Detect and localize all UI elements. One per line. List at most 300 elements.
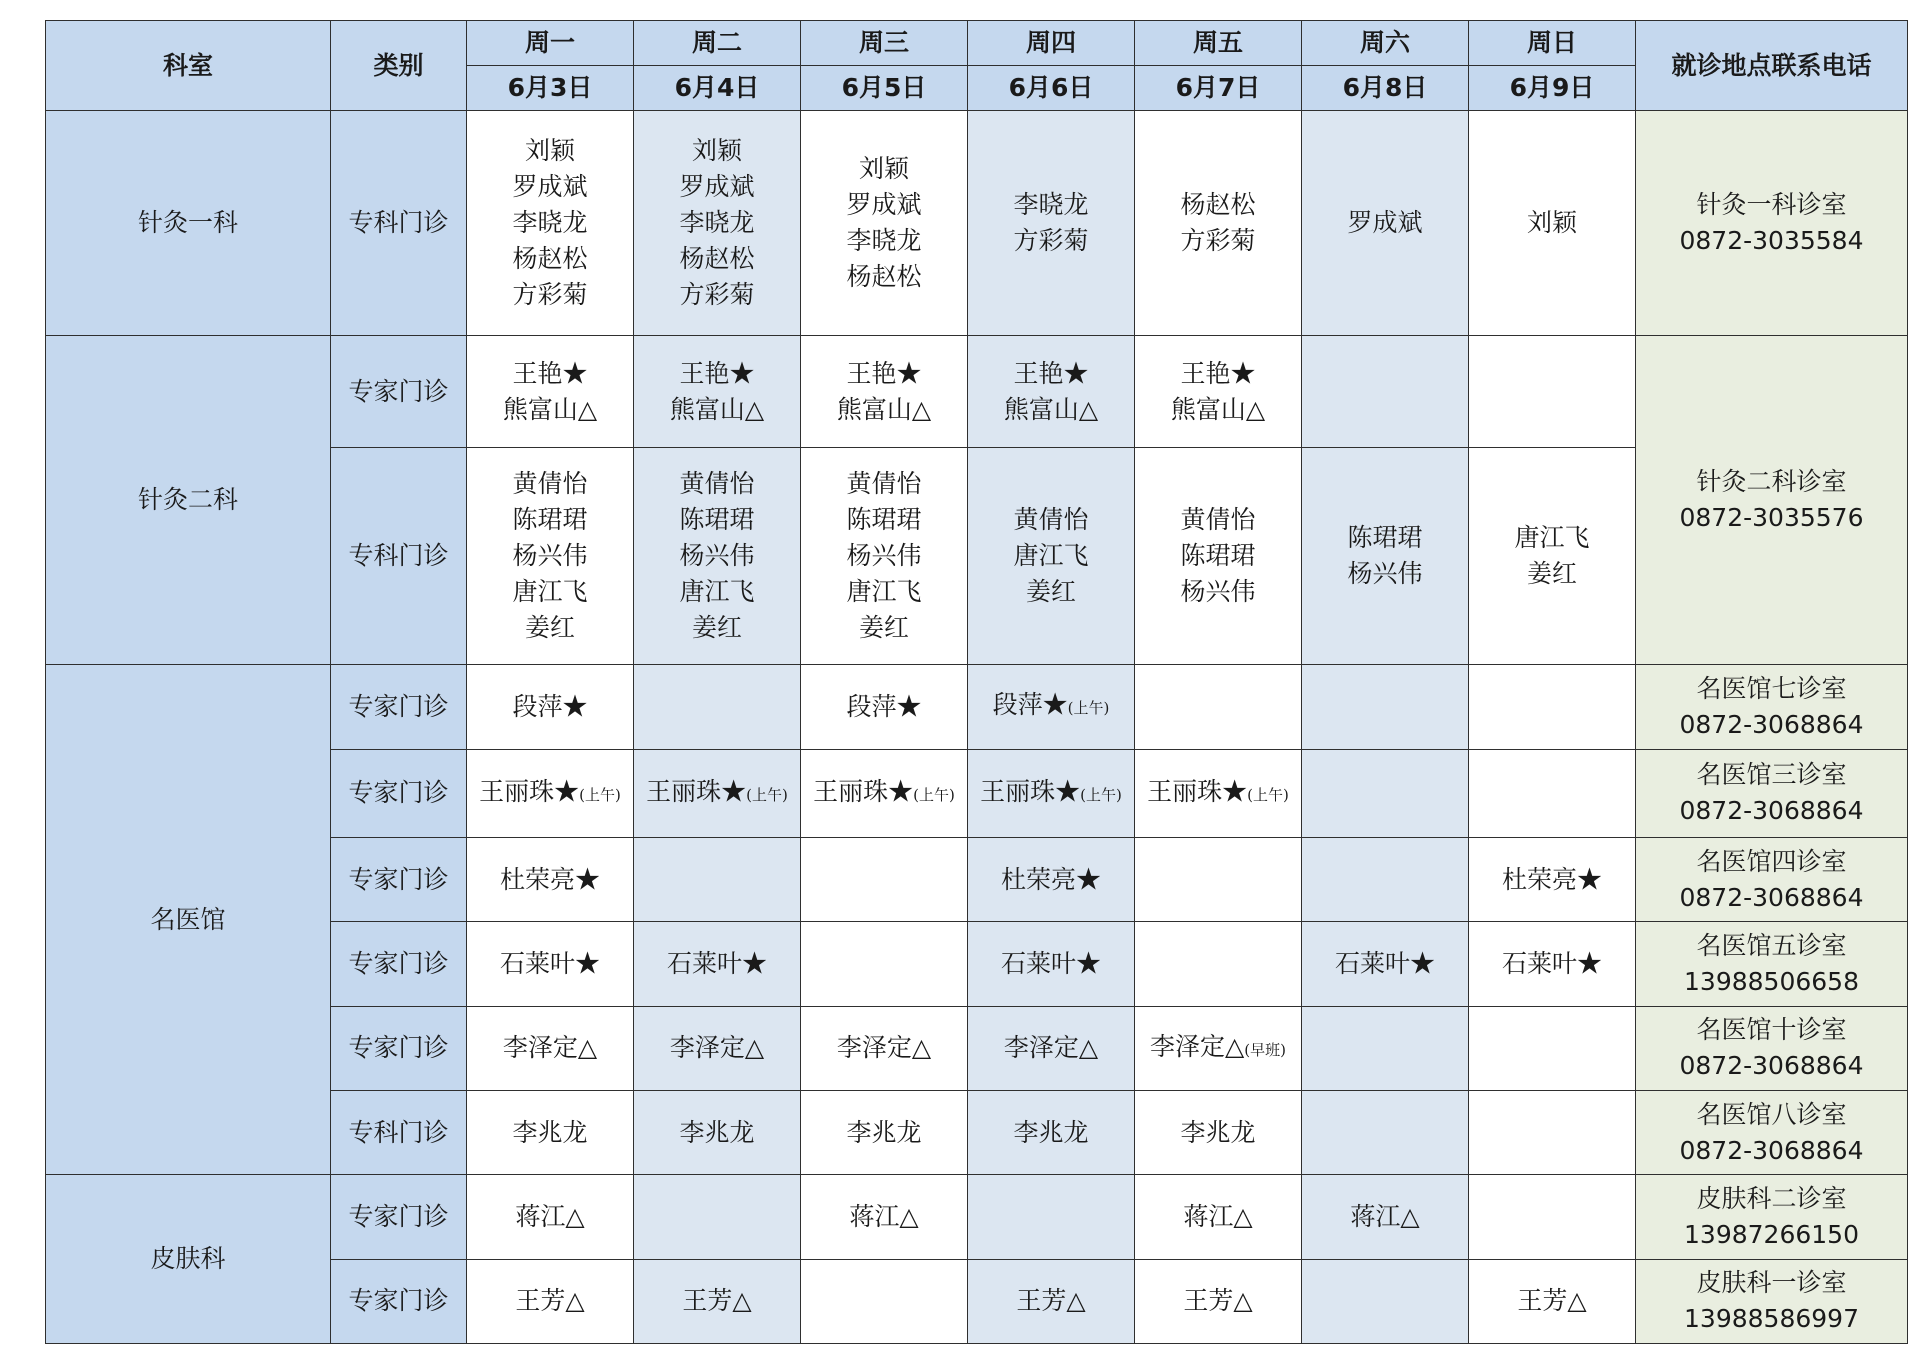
schedule-cell: [467, 837, 634, 921]
doctor-entry: [1135, 538, 1301, 574]
doctor-entry: [968, 687, 1134, 726]
clinic-room: 针灸一科诊室: [1696, 189, 1847, 219]
schedule-cell: [634, 1090, 801, 1174]
schedule-cell: [1135, 922, 1302, 1006]
table-row: [46, 111, 1908, 336]
doctor-name: 熊富山△: [1003, 394, 1099, 424]
doctor-name: 唐江飞: [679, 577, 755, 607]
doctor-entry: [968, 946, 1134, 982]
contact-phone: 13988586997: [1684, 1304, 1859, 1334]
schedule-cell: [467, 1090, 634, 1174]
doctor-entry: [467, 241, 633, 277]
schedule-cell: [634, 335, 801, 447]
schedule-cell: [634, 1259, 801, 1343]
doctor-name: 方彩菊: [1013, 225, 1089, 255]
doctor-entry: [801, 392, 967, 428]
doctor-name: 姜红: [1025, 577, 1076, 607]
schedule-cell: [1302, 1090, 1469, 1174]
doctor-entry: [467, 610, 633, 646]
doctor-name: 熊富山△: [502, 394, 598, 424]
schedule-cell: [634, 1175, 801, 1259]
schedule-cell: [634, 922, 801, 1006]
schedule-cell: [1135, 335, 1302, 447]
location-cell: [1636, 922, 1908, 1006]
doctor-entry: [1469, 862, 1635, 898]
doctor-name: 方彩菊: [512, 279, 588, 309]
header-date: 6月7日: [1135, 66, 1302, 111]
doctor-name: 王丽珠★: [813, 776, 914, 806]
doctor-name: 杜荣亮★: [1501, 864, 1602, 894]
contact-phone: 0872-3068864: [1679, 882, 1864, 912]
table-row: [46, 665, 1908, 749]
session-note: (上午): [1067, 699, 1110, 718]
doctor-name: 唐江飞: [846, 577, 922, 607]
schedule-cell: [467, 749, 634, 837]
schedule-cell: [1135, 111, 1302, 336]
doctor-name: 王芳△: [1183, 1286, 1253, 1316]
doctor-name: 王艳★: [846, 358, 922, 388]
location-cell: [1636, 665, 1908, 749]
schedule-cell: [801, 1259, 968, 1343]
location-cell: [1636, 335, 1908, 664]
schedule-cell: [467, 448, 634, 665]
schedule-cell: [968, 837, 1135, 921]
doctor-entry: [968, 223, 1134, 259]
doctor-entry: [1135, 223, 1301, 259]
doctor-entry: [801, 466, 967, 502]
header-location: 就诊地点联系电话: [1636, 21, 1908, 111]
schedule-cell: [467, 1006, 634, 1090]
doctor-entry: [1135, 502, 1301, 538]
dept-cell: 针灸二科: [46, 335, 331, 664]
doctor-name: 方彩菊: [679, 279, 755, 309]
schedule-cell: [1302, 1259, 1469, 1343]
location-cell: [1636, 837, 1908, 921]
schedule-cell: [634, 749, 801, 837]
schedule-cell: [1302, 837, 1469, 921]
header-day: 周日: [1469, 21, 1636, 66]
doctor-entry: [1469, 205, 1635, 241]
doctor-name: 杜荣亮★: [1000, 864, 1101, 894]
doctor-entry: [634, 1115, 800, 1151]
doctor-entry: [467, 133, 633, 169]
doctor-entry: [1135, 1029, 1301, 1068]
category-cell: 专科门诊: [331, 448, 467, 665]
doctor-entry: [801, 223, 967, 259]
schedule-cell: [1135, 1259, 1302, 1343]
schedule-cell: [968, 1006, 1135, 1090]
contact-phone: 13988506658: [1684, 966, 1859, 996]
doctor-name: 李泽定△: [669, 1033, 765, 1063]
dept-cell: 针灸一科: [46, 111, 331, 336]
doctor-name: 王芳△: [682, 1286, 752, 1316]
category-cell: 专家门诊: [331, 837, 467, 921]
contact-phone: 0872-3035576: [1679, 503, 1864, 533]
schedule-cell: [1302, 922, 1469, 1006]
doctor-entry: [801, 187, 967, 223]
doctor-name: 姜红: [691, 613, 742, 643]
doctor-entry: [467, 862, 633, 898]
schedule-table: [45, 20, 1908, 1344]
doctor-name: 姜红: [858, 613, 909, 643]
schedule-cell: [968, 1090, 1135, 1174]
schedule-cell: [1469, 665, 1636, 749]
doctor-name: 唐江飞: [1013, 541, 1089, 571]
doctor-name: 王芳△: [515, 1286, 585, 1316]
header-day: 周二: [634, 21, 801, 66]
doctor-name: 蒋江△: [849, 1201, 919, 1231]
category-cell: 专家门诊: [331, 665, 467, 749]
doctor-entry: [801, 151, 967, 187]
doctor-entry: [968, 774, 1134, 813]
header-day: 周六: [1302, 21, 1469, 66]
dept-cell: 皮肤科: [46, 1175, 331, 1344]
doctor-entry: [1302, 205, 1468, 241]
header-day: 周一: [467, 21, 634, 66]
header-date: 6月8日: [1302, 66, 1469, 111]
doctor-entry: [467, 392, 633, 428]
schedule-cell: [801, 837, 968, 921]
schedule-cell: [1469, 448, 1636, 665]
doctor-entry: [634, 241, 800, 277]
schedule-cell: [968, 448, 1135, 665]
schedule-cell: [467, 335, 634, 447]
schedule-cell: [968, 1259, 1135, 1343]
category-cell: 专家门诊: [331, 335, 467, 447]
schedule-cell: [801, 665, 968, 749]
doctor-name: 陈珺珺: [1180, 541, 1256, 571]
session-note: (上午): [1080, 785, 1122, 804]
doctor-entry: [1469, 520, 1635, 556]
clinic-room: 名医馆四诊室: [1696, 846, 1847, 876]
doctor-name: 石莱叶★: [1334, 948, 1435, 978]
schedule-cell: [1302, 1175, 1469, 1259]
doctor-entry: [1302, 520, 1468, 556]
schedule-cell: [634, 1006, 801, 1090]
doctor-name: 罗成斌: [679, 171, 755, 201]
category-cell: 专家门诊: [331, 1006, 467, 1090]
schedule-cell: [1302, 749, 1469, 837]
doctor-name: 杨赵松: [512, 243, 588, 273]
schedule-cell: [1135, 1175, 1302, 1259]
doctor-entry: [467, 1283, 633, 1319]
schedule-cell: [1302, 111, 1469, 336]
doctor-entry: [801, 538, 967, 574]
doctor-name: 王艳★: [1180, 358, 1256, 388]
schedule-cell: [1302, 1006, 1469, 1090]
header-day: 周五: [1135, 21, 1302, 66]
contact-phone: 0872-3068864: [1679, 1051, 1864, 1081]
header-dept: 科室: [46, 21, 331, 111]
doctor-entry: [801, 1115, 967, 1151]
schedule-cell: [467, 665, 634, 749]
doctor-entry: [1135, 1199, 1301, 1235]
doctor-entry: [467, 774, 633, 813]
contact-phone: 0872-3068864: [1679, 709, 1864, 739]
schedule-cell: [634, 837, 801, 921]
doctor-entry: [634, 502, 800, 538]
category-cell: 专家门诊: [331, 922, 467, 1006]
category-cell: 专科门诊: [331, 1090, 467, 1174]
doctor-entry: [634, 1030, 800, 1066]
header-date: 6月3日: [467, 66, 634, 111]
contact-phone: 0872-3068864: [1679, 1135, 1864, 1165]
category-cell: 专家门诊: [331, 1259, 467, 1343]
table-row: [46, 335, 1908, 447]
doctor-entry: [634, 356, 800, 392]
schedule-cell: [1135, 749, 1302, 837]
schedule-cell: [801, 335, 968, 447]
schedule-cell: [968, 1175, 1135, 1259]
doctor-entry: [968, 574, 1134, 610]
doctor-name: 王丽珠★: [980, 776, 1081, 806]
doctor-entry: [1469, 1283, 1635, 1319]
session-note: (上午): [579, 785, 621, 804]
doctor-name: 王芳△: [1517, 1286, 1587, 1316]
doctor-name: 刘颖: [1526, 207, 1577, 237]
schedule-cell: [1302, 448, 1469, 665]
doctor-name: 段萍★: [846, 691, 922, 721]
doctor-name: 杨兴伟: [1180, 577, 1256, 607]
doctor-name: 罗成斌: [512, 171, 588, 201]
doctor-name: 王芳△: [1016, 1286, 1086, 1316]
doctor-name: 蒋江△: [1350, 1201, 1420, 1231]
doctor-name: 刘颖: [858, 153, 909, 183]
doctor-entry: [467, 277, 633, 313]
schedule-cell: [467, 922, 634, 1006]
doctor-name: 黄倩怡: [846, 469, 922, 499]
doctor-entry: [467, 169, 633, 205]
location-cell: [1636, 749, 1908, 837]
doctor-entry: [1469, 946, 1635, 982]
doctor-entry: [801, 689, 967, 725]
doctor-entry: [467, 466, 633, 502]
schedule-cell: [1469, 1090, 1636, 1174]
doctor-name: 熊富山△: [836, 394, 932, 424]
doctor-entry: [634, 610, 800, 646]
doctor-name: 黄倩怡: [679, 469, 755, 499]
clinic-room: 针灸二科诊室: [1696, 467, 1847, 497]
schedule-cell: [801, 922, 968, 1006]
doctor-name: 段萍★: [992, 690, 1068, 720]
doctor-name: 王丽珠★: [479, 776, 580, 806]
doctor-entry: [968, 1283, 1134, 1319]
doctor-entry: [1135, 1115, 1301, 1151]
doctor-entry: [467, 205, 633, 241]
schedule-cell: [1302, 665, 1469, 749]
doctor-entry: [634, 277, 800, 313]
doctor-entry: [968, 1030, 1134, 1066]
doctor-name: 姜红: [524, 613, 575, 643]
doctor-name: 李晓龙: [846, 225, 922, 255]
location-cell: [1636, 1006, 1908, 1090]
schedule-cell: [467, 1259, 634, 1343]
schedule-cell: [801, 1175, 968, 1259]
location-cell: [1636, 1090, 1908, 1174]
session-note: (早班): [1244, 1040, 1286, 1059]
doctor-entry: [801, 774, 967, 813]
doctor-entry: [968, 538, 1134, 574]
doctor-name: 李兆龙: [679, 1117, 755, 1147]
doctor-entry: [467, 1030, 633, 1066]
doctor-name: 罗成斌: [846, 189, 922, 219]
header-date: 6月6日: [968, 66, 1135, 111]
doctor-entry: [634, 946, 800, 982]
doctor-name: 段萍★: [512, 691, 588, 721]
location-cell: [1636, 1175, 1908, 1259]
schedule-cell: [801, 111, 968, 336]
header-day: 周三: [801, 21, 968, 66]
doctor-name: 蒋江△: [1183, 1201, 1253, 1231]
doctor-entry: [467, 1115, 633, 1151]
schedule-cell: [968, 749, 1135, 837]
doctor-name: 黄倩怡: [1180, 505, 1256, 535]
doctor-name: 李泽定△: [502, 1033, 598, 1063]
doctor-name: 石莱叶★: [666, 948, 767, 978]
clinic-room: 名医馆三诊室: [1696, 760, 1847, 790]
doctor-entry: [801, 574, 967, 610]
schedule-cell: [634, 665, 801, 749]
schedule-cell: [801, 749, 968, 837]
header-date: 6月5日: [801, 66, 968, 111]
doctor-name: 王艳★: [1013, 358, 1089, 388]
doctor-name: 王丽珠★: [646, 776, 747, 806]
doctor-entry: [634, 169, 800, 205]
doctor-entry: [801, 502, 967, 538]
schedule-cell: [968, 665, 1135, 749]
schedule-cell: [1469, 335, 1636, 447]
header-category: 类别: [331, 21, 467, 111]
doctor-entry: [801, 1030, 967, 1066]
doctor-name: 李兆龙: [1013, 1117, 1089, 1147]
schedule-cell: [467, 1175, 634, 1259]
doctor-entry: [634, 774, 800, 813]
doctor-entry: [801, 1199, 967, 1235]
doctor-name: 王丽珠★: [1147, 776, 1248, 806]
header-date: 6月9日: [1469, 66, 1636, 111]
doctor-name: 李泽定△: [1150, 1031, 1245, 1061]
clinic-room: 皮肤科一诊室: [1696, 1268, 1847, 1298]
doctor-entry: [1135, 1283, 1301, 1319]
schedule-cell: [1135, 1006, 1302, 1090]
doctor-entry: [634, 392, 800, 428]
doctor-name: 李晓龙: [512, 207, 588, 237]
schedule-cell: [968, 335, 1135, 447]
doctor-entry: [968, 356, 1134, 392]
doctor-name: 熊富山△: [1170, 394, 1266, 424]
doctor-name: 杨兴伟: [1347, 559, 1423, 589]
doctor-entry: [467, 502, 633, 538]
clinic-room: 名医馆八诊室: [1696, 1099, 1847, 1129]
doctor-name: 黄倩怡: [1013, 505, 1089, 535]
header-date: 6月4日: [634, 66, 801, 111]
doctor-entry: [1302, 946, 1468, 982]
doctor-entry: [1135, 356, 1301, 392]
doctor-name: 陈珺珺: [679, 505, 755, 535]
doctor-entry: [1302, 1199, 1468, 1235]
schedule-cell: [1469, 1175, 1636, 1259]
doctor-name: 李晓龙: [1013, 189, 1089, 219]
doctor-entry: [1135, 774, 1301, 813]
clinic-room: 皮肤科二诊室: [1696, 1183, 1847, 1213]
doctor-name: 熊富山△: [669, 394, 765, 424]
schedule-cell: [1469, 837, 1636, 921]
contact-phone: 0872-3068864: [1679, 796, 1864, 826]
doctor-name: 李兆龙: [1180, 1117, 1256, 1147]
doctor-entry: [801, 259, 967, 295]
schedule-cell: [634, 448, 801, 665]
schedule-cell: [467, 111, 634, 336]
doctor-entry: [968, 502, 1134, 538]
location-cell: [1636, 1259, 1908, 1343]
doctor-entry: [1135, 187, 1301, 223]
doctor-entry: [968, 862, 1134, 898]
doctor-name: 杨赵松: [1180, 189, 1256, 219]
doctor-entry: [467, 946, 633, 982]
doctor-name: 蒋江△: [515, 1201, 585, 1231]
doctor-entry: [467, 356, 633, 392]
doctor-name: 黄倩怡: [512, 469, 588, 499]
doctor-name: 唐江飞: [1514, 523, 1590, 553]
schedule-cell: [1135, 665, 1302, 749]
schedule-cell: [1135, 1090, 1302, 1174]
session-note: (上午): [913, 785, 955, 804]
doctor-name: 李兆龙: [512, 1117, 588, 1147]
doctor-entry: [634, 574, 800, 610]
dept-cell: 名医馆: [46, 665, 331, 1175]
contact-phone: 0872-3035584: [1679, 225, 1864, 255]
schedule-cell: [634, 111, 801, 336]
schedule-cell: [1469, 111, 1636, 336]
doctor-name: 陈珺珺: [846, 505, 922, 535]
doctor-entry: [634, 538, 800, 574]
location-cell: [1636, 111, 1908, 336]
doctor-name: 陈珺珺: [1347, 523, 1423, 553]
doctor-name: 杨赵松: [846, 261, 922, 291]
category-cell: 专家门诊: [331, 1175, 467, 1259]
schedule-cell: [1135, 837, 1302, 921]
doctor-name: 杨赵松: [679, 243, 755, 273]
doctor-name: 杨兴伟: [512, 541, 588, 571]
schedule-cell: [801, 448, 968, 665]
doctor-entry: [634, 205, 800, 241]
session-note: (上午): [1247, 785, 1289, 804]
schedule-cell: [801, 1006, 968, 1090]
doctor-entry: [634, 133, 800, 169]
schedule-cell: [968, 922, 1135, 1006]
doctor-entry: [801, 610, 967, 646]
doctor-name: 唐江飞: [512, 577, 588, 607]
doctor-name: 刘颖: [691, 135, 742, 165]
doctor-name: 杨兴伟: [846, 541, 922, 571]
doctor-name: 王艳★: [512, 358, 588, 388]
doctor-name: 罗成斌: [1347, 207, 1423, 237]
header-day: 周四: [968, 21, 1135, 66]
clinic-room: 名医馆七诊室: [1696, 673, 1847, 703]
doctor-entry: [1469, 556, 1635, 592]
doctor-entry: [1135, 392, 1301, 428]
doctor-entry: [467, 689, 633, 725]
doctor-name: 方彩菊: [1180, 225, 1256, 255]
schedule-cell: [1135, 448, 1302, 665]
schedule-cell: [1469, 1006, 1636, 1090]
doctor-entry: [467, 538, 633, 574]
table-row: [46, 1175, 1908, 1259]
doctor-entry: [1135, 574, 1301, 610]
doctor-entry: [634, 1283, 800, 1319]
schedule-cell: [968, 111, 1135, 336]
doctor-name: 李泽定△: [1003, 1033, 1099, 1063]
